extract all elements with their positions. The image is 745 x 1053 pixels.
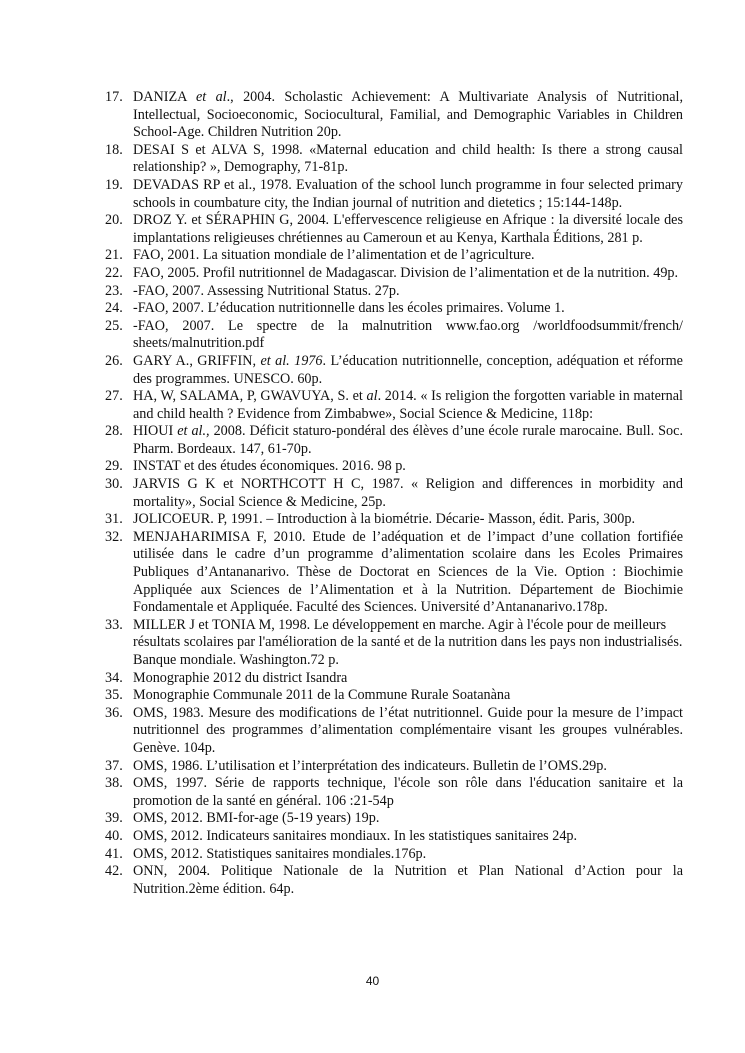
- reference-text: GARY A., GRIFFIN,: [133, 352, 261, 369]
- reference-number: 27.: [105, 388, 123, 405]
- reference-text: FAO, 2005. Profil nutritionnel de Madagascar. Division de l’alimentation et de la nutrition. 49p.: [133, 264, 679, 281]
- reference-number: 38.: [105, 775, 123, 792]
- reference-text: . L’éducation nutritionnelle, conception, adéquation et réforme des programmes. UNESCO. 60p.: [133, 352, 683, 387]
- reference-text: DEVADAS RP et al., 1978. Evaluation of the school lunch programme in four selected primary schools in coumbature city, the Indian journal of nutrition and dietetics ; 15:144-148p.: [133, 176, 683, 211]
- reference-number: 36.: [105, 704, 123, 721]
- reference-text: JOLICOEUR. P, 1991. – Introduction à la biométrie. Décarie- Masson, édit. Paris, 300p.: [133, 511, 635, 528]
- reference-text: DANIZA: [133, 89, 196, 105]
- reference-number: 21.: [105, 247, 123, 264]
- reference-italic: al: [366, 388, 378, 405]
- reference-item: [105, 846, 683, 864]
- reference-item: [105, 810, 683, 828]
- reference-item: [105, 828, 683, 846]
- reference-text: OMS, 2012. Statistiques sanitaires mondiales.176p.: [133, 845, 427, 862]
- reference-item: [105, 247, 683, 265]
- reference-text: HIOUI: [133, 423, 178, 440]
- reference-number: 40.: [105, 827, 123, 844]
- reference-text: OMS, 1986. L’utilisation et l’interprétation des indicateurs. Bulletin de l’OMS.29p.: [133, 757, 607, 774]
- reference-item: [105, 687, 683, 705]
- reference-number: 29.: [105, 458, 123, 475]
- reference-text: JARVIS G K et NORTHCOTT H C, 1987. « Religion and differences in morbidity and mortality», Social Science & Medicine, 25p.: [133, 476, 683, 510]
- reference-text: INSTAT et des études économiques. 2016. 98 p.: [133, 458, 406, 475]
- reference-number: 17.: [105, 89, 123, 105]
- reference-item: [105, 300, 683, 318]
- reference-text: Monographie Communale 2011 de la Commune Rurale Soatanàna: [133, 687, 511, 704]
- reference-item: [105, 388, 683, 423]
- reference-number: 30.: [105, 476, 123, 493]
- reference-number: 25.: [105, 317, 123, 334]
- reference-text: DROZ Y. et SÉRAPHIN G, 2004. L'effervescence religieuse en Afrique : la diversité locale des implantations religieuses chrétiennes au Cameroun et au Kenya, Karthala Éditions, 281 p.: [133, 212, 683, 246]
- reference-text: OMS, 1983. Mesure des modifications de l’état nutritionnel. Guide pour la mesure de l’impact nutritionnel des programmes d’alimentation complémentaire visant les groupes vulnérables. Genève. 104p.: [133, 704, 683, 756]
- reference-item: [105, 212, 683, 247]
- reference-number: 28.: [105, 423, 123, 440]
- page-number: 40: [365, 974, 380, 988]
- reference-number: 22.: [105, 264, 123, 281]
- reference-item: [105, 529, 683, 617]
- reference-text: 2008. Déficit staturo-pondéral des élèves d’une école rurale marocaine. Bull. Soc. Pharm. Bordeaux. 147, 61-70p.: [133, 423, 683, 457]
- reference-number: 23.: [105, 282, 123, 299]
- reference-item: [105, 758, 683, 776]
- reference-text: HA, W, SALAMA, P, GWAVUYA, S. et: [133, 388, 367, 405]
- reference-item: [105, 423, 683, 458]
- reference-number: 31.: [105, 511, 123, 528]
- reference-text: Monographie 2012 du district Isandra: [133, 669, 348, 686]
- reference-item: [105, 775, 683, 810]
- reference-text: OMS, 2012. Indicateurs sanitaires mondiaux. In les statistiques sanitaires 24p.: [133, 827, 578, 844]
- reference-number: 24.: [105, 300, 123, 317]
- reference-number: 33.: [105, 616, 123, 633]
- reference-text: MILLER J et TONIA M, 1998. Le développement en marche. Agir à l'école pour de meilleurs résultats scolaires par l'amélioration de la santé et de la nutrition dans les pays non industrialisés. Banque mondiale. Washington.72 p.: [133, 616, 683, 668]
- reference-text: OMS, 2012. BMI-for-age (5-19 years) 19p.: [133, 810, 380, 827]
- reference-text: -FAO, 2007. Assessing Nutritional Status. 27p.: [133, 282, 400, 299]
- reference-list: [105, 89, 683, 898]
- reference-number: 37.: [105, 757, 123, 774]
- reference-italic: et al. 1976: [260, 352, 323, 369]
- reference-number: 39.: [105, 810, 123, 827]
- reference-text: MENJAHARIMISA F, 2010. Etude de l’adéquation et de l’impact d’une collation fortifiée utilisée dans le cadre d’un programme d’alimentation scolaire dans les Ecoles Primaires Publiques d’Antananarivo. Thèse de Doctorat en Sciences de la Vie. Option : Biochimie Appliquée aux Sciences de l’Alimentation et à la Nutrition. Département de Biochimie Fondamentale et Appliquée. Faculté des Sciences. Université d’Antananarivo.178p.: [133, 528, 683, 616]
- reference-item: [105, 458, 683, 476]
- reference-number: 34.: [105, 669, 123, 686]
- reference-text: OMS, 1997. Série de rapports technique, l'école son rôle dans l'éducation sanitaire et la promotion de la santé en général. 106 :21-54p: [133, 775, 683, 809]
- reference-item: [105, 265, 683, 283]
- reference-item: [105, 353, 683, 388]
- reference-number: 32.: [105, 528, 123, 545]
- reference-item: [105, 283, 683, 301]
- reference-item: [105, 863, 683, 898]
- reference-item: [105, 670, 683, 688]
- reference-text: FAO, 2001. La situation mondiale de l’alimentation et de l’agriculture.: [133, 247, 535, 264]
- reference-italic: et al: [195, 89, 227, 105]
- reference-number: 42.: [105, 863, 123, 880]
- reference-number: 18.: [105, 141, 123, 158]
- reference-item: [105, 511, 683, 529]
- reference-item: [105, 617, 683, 670]
- reference-number: 41.: [105, 845, 123, 862]
- reference-text: -FAO, 2007. Le spectre de la malnutrition www.fao.org /worldfoodsummit/french/ sheets/malnutrition.pdf: [133, 317, 683, 352]
- reference-item: [105, 177, 683, 212]
- reference-number: 35.: [105, 687, 123, 704]
- reference-number: 20.: [105, 212, 123, 229]
- reference-item: [105, 705, 683, 758]
- reference-italic: et al.,: [177, 423, 210, 440]
- reference-item: [105, 476, 683, 511]
- reference-text: -FAO, 2007. L’éducation nutritionnelle dans les écoles primaires. Volume 1.: [133, 300, 565, 317]
- reference-text: DESAI S et ALVA S, 1998. «Maternal education and child health: Is there a strong causal relationship? », Demography, 71-81p.: [133, 141, 683, 176]
- reference-number: 26.: [105, 352, 123, 369]
- reference-text: ., 2004. Scholastic Achievement: A Multivariate Analysis of Nutritional, Intellectual, Socioeconomic, Sociocultural, Familial, and Demographic Variables in Children School-Age. Children Nutrition 20p.: [133, 89, 683, 141]
- reference-item: [105, 142, 683, 177]
- reference-item: [105, 318, 683, 353]
- reference-text: . 2014. « Is religion the forgotten variable in maternal and child health ? Evidence from Zimbabwe», Social Science & Medicine, 118p:: [133, 388, 683, 422]
- reference-item: [105, 89, 683, 142]
- reference-text: ONN, 2004. Politique Nationale de la Nutrition et Plan National d’Action pour la Nutrition.2ème édition. 64p.: [133, 863, 683, 897]
- reference-number: 19.: [105, 176, 123, 193]
